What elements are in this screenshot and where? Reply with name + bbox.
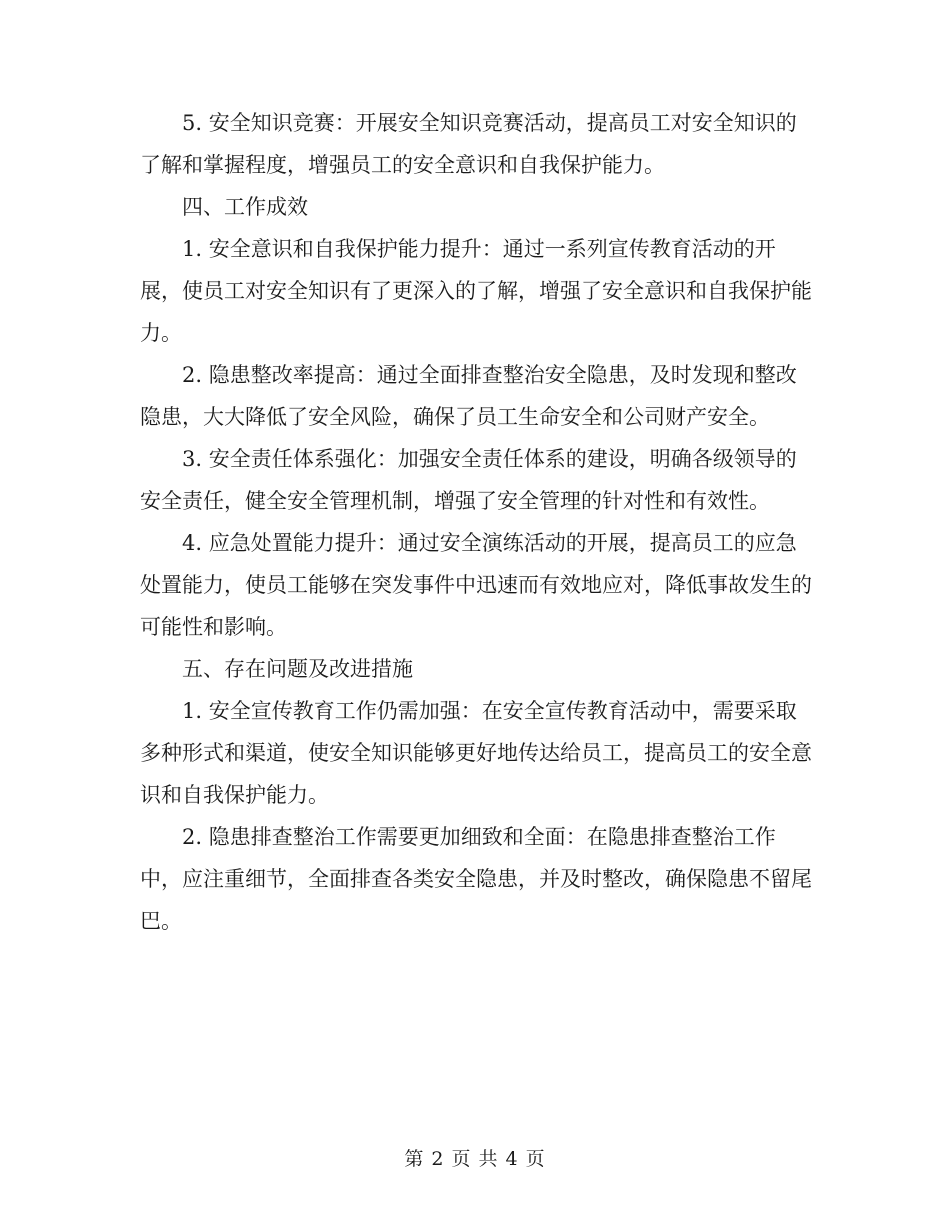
section-heading-problems-improvements: 五、存在问题及改进措施 (182, 657, 413, 681)
paragraph-item-5-safety-quiz: 5. 安全知识竞赛：开展安全知识竞赛活动，提高员工对安全知识的了解和掌握程度，增强员工的安全意识和自我保护能力。 (140, 111, 797, 177)
section-heading-work-results: 四、工作成效 (182, 195, 308, 219)
paragraph-result-2-hazard-rectification: 2. 隐患整改率提高：通过全面排查整治安全隐患，及时发现和整改隐患，大大降低了安全风险，确保了员工生命安全和公司财产安全。 (140, 363, 797, 429)
paragraph-result-1-awareness: 1. 安全意识和自我保护能力提升：通过一系列宣传教育活动的开展，使员工对安全知识有了更深入的了解，增强了安全意识和自我保护能力。 (140, 237, 812, 345)
document-body (140, 102, 812, 942)
paragraph-problem-2-hazard-inspection: 2. 隐患排查整治工作需要更加细致和全面：在隐患排查整治工作中，应注重细节，全面排查各类安全隐患，并及时整改，确保隐患不留尾巴。 (140, 825, 812, 933)
paragraph-result-3-responsibility: 3. 安全责任体系强化：加强安全责任体系的建设，明确各级领导的安全责任，健全安全管理机制，增强了安全管理的针对性和有效性。 (140, 447, 797, 513)
paragraph-problem-1-publicity: 1. 安全宣传教育工作仍需加强：在安全宣传教育活动中，需要采取多种形式和渠道，使安全知识能够更好地传达给员工，提高员工的安全意识和自我保护能力。 (140, 699, 812, 807)
page-number-footer: 第 2 页 共 4 页 (404, 1148, 546, 1170)
paragraph-result-4-emergency: 4. 应急处置能力提升：通过安全演练活动的开展，提高员工的应急处置能力，使员工能够在突发事件中迅速而有效地应对，降低事故发生的可能性和影响。 (140, 531, 812, 639)
